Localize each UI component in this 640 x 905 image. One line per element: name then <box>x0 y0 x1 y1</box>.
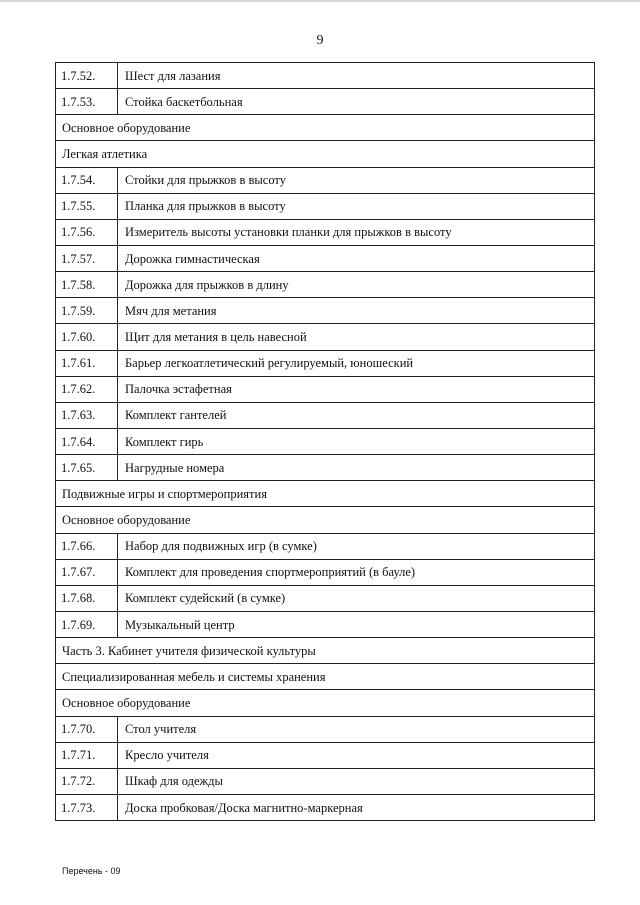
table-row <box>56 350 595 376</box>
item-name: Комплект для проведения спортмероприятий (в бауле) <box>118 559 595 585</box>
equipment-table <box>55 62 595 821</box>
item-number: 1.7.69. <box>56 611 118 637</box>
table-row <box>56 402 595 428</box>
table-row <box>56 245 595 271</box>
item-name: Доска пробковая/Доска магнитно-маркерная <box>118 794 595 820</box>
section-row <box>56 141 595 167</box>
table-row <box>56 742 595 768</box>
item-number: 1.7.67. <box>56 559 118 585</box>
item-number: 1.7.70. <box>56 716 118 742</box>
item-name: Набор для подвижных игр (в сумке) <box>118 533 595 559</box>
item-number: 1.7.55. <box>56 193 118 219</box>
section-title: Легкая атлетика <box>56 141 595 167</box>
item-number: 1.7.56. <box>56 219 118 245</box>
table-row <box>56 193 595 219</box>
item-name: Мяч для метания <box>118 298 595 324</box>
item-number: 1.7.57. <box>56 245 118 271</box>
section-row <box>56 115 595 141</box>
section-row <box>56 638 595 664</box>
item-name: Комплект гантелей <box>118 402 595 428</box>
item-name: Стойка баскетбольная <box>118 89 595 115</box>
item-number: 1.7.71. <box>56 742 118 768</box>
table-row <box>56 585 595 611</box>
item-number: 1.7.72. <box>56 768 118 794</box>
table-row <box>56 611 595 637</box>
item-name: Щит для метания в цель навесной <box>118 324 595 350</box>
table-row <box>56 768 595 794</box>
section-row <box>56 664 595 690</box>
item-name: Шкаф для одежды <box>118 768 595 794</box>
table-body <box>56 63 595 821</box>
item-name: Шест для лазания <box>118 63 595 89</box>
table-row <box>56 716 595 742</box>
item-name: Нагрудные номера <box>118 455 595 481</box>
item-name: Музыкальный центр <box>118 611 595 637</box>
section-title: Основное оборудование <box>56 507 595 533</box>
section-title: Основное оборудование <box>56 690 595 716</box>
table-row <box>56 167 595 193</box>
scan-edge-line <box>0 0 640 2</box>
item-number: 1.7.53. <box>56 89 118 115</box>
table-row <box>56 89 595 115</box>
item-number: 1.7.66. <box>56 533 118 559</box>
table-row <box>56 428 595 454</box>
section-title: Основное оборудование <box>56 115 595 141</box>
table-row <box>56 794 595 820</box>
item-name: Дорожка гимнастическая <box>118 245 595 271</box>
section-row <box>56 507 595 533</box>
item-number: 1.7.54. <box>56 167 118 193</box>
item-number: 1.7.64. <box>56 428 118 454</box>
table-row <box>56 272 595 298</box>
section-row <box>56 481 595 507</box>
page-number: 9 <box>316 33 324 48</box>
item-number: 1.7.52. <box>56 63 118 89</box>
table-row <box>56 63 595 89</box>
table-row <box>56 559 595 585</box>
item-name: Палочка эстафетная <box>118 376 595 402</box>
item-number: 1.7.68. <box>56 585 118 611</box>
item-name: Комплект судейский (в сумке) <box>118 585 595 611</box>
table-row <box>56 324 595 350</box>
item-number: 1.7.65. <box>56 455 118 481</box>
section-row <box>56 690 595 716</box>
item-number: 1.7.60. <box>56 324 118 350</box>
item-name: Стол учителя <box>118 716 595 742</box>
item-name: Стойки для прыжков в высоту <box>118 167 595 193</box>
table-row <box>56 219 595 245</box>
section-title: Подвижные игры и спортмероприятия <box>56 481 595 507</box>
item-number: 1.7.62. <box>56 376 118 402</box>
table-row <box>56 376 595 402</box>
item-name: Планка для прыжков в высоту <box>118 193 595 219</box>
item-name: Комплект гирь <box>118 428 595 454</box>
item-number: 1.7.58. <box>56 272 118 298</box>
item-name: Барьер легкоатлетический регулируемый, юношеский <box>118 350 595 376</box>
item-number: 1.7.59. <box>56 298 118 324</box>
table-row <box>56 455 595 481</box>
item-number: 1.7.61. <box>56 350 118 376</box>
footer-text: Перечень - 09 <box>62 866 121 876</box>
item-number: 1.7.73. <box>56 794 118 820</box>
section-title: Часть 3. Кабинет учителя физической культуры <box>56 638 595 664</box>
item-name: Дорожка для прыжков в длину <box>118 272 595 298</box>
item-number: 1.7.63. <box>56 402 118 428</box>
item-name: Измеритель высоты установки планки для прыжков в высоту <box>118 219 595 245</box>
table-row <box>56 298 595 324</box>
section-title: Специализированная мебель и системы хранения <box>56 664 595 690</box>
table-row <box>56 533 595 559</box>
item-name: Кресло учителя <box>118 742 595 768</box>
